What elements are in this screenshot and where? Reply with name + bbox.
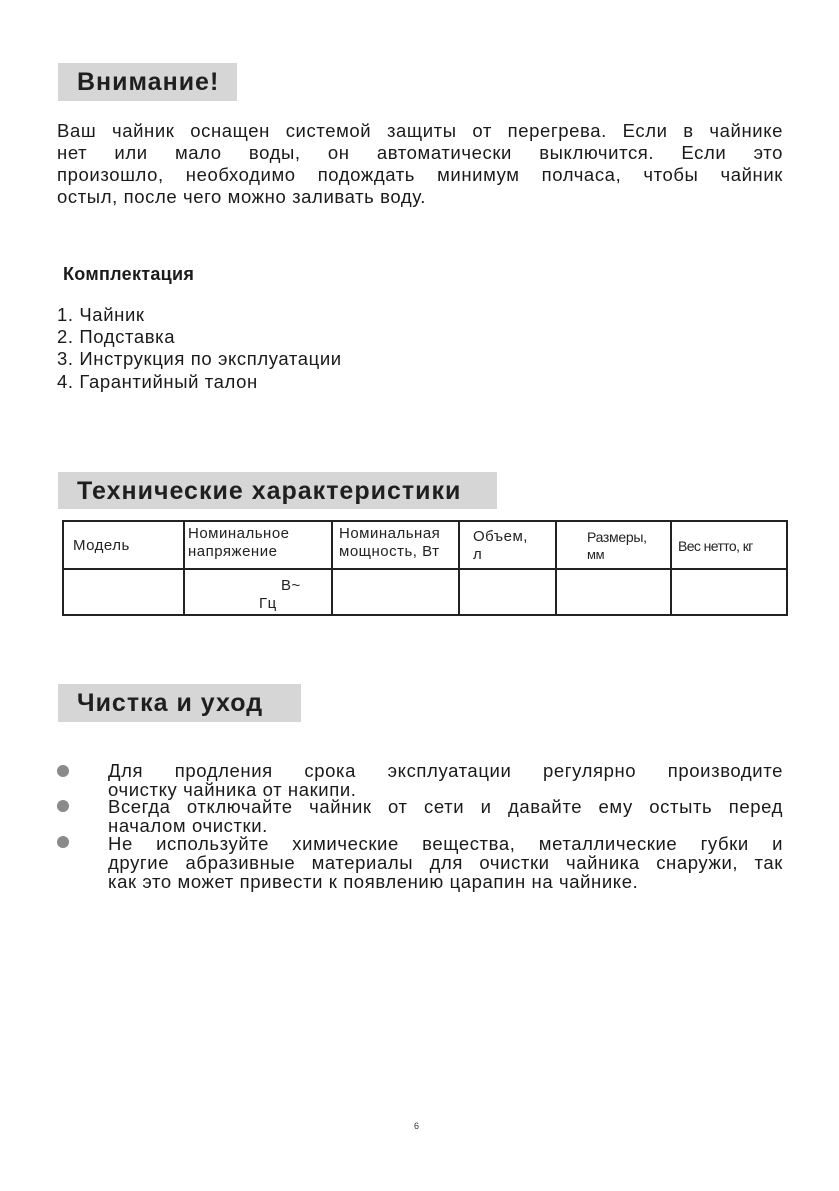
- specs-data-row: [63, 569, 787, 615]
- care-line: очистку чайника от накипи.: [108, 779, 357, 800]
- attention-line: Ваш чайник оснащен системой защиты от перегрева. Если в чайнике: [57, 120, 783, 141]
- col-power-line2: мощность, Вт: [339, 543, 440, 560]
- cell-weight: [671, 569, 787, 615]
- bullet-icon: [57, 836, 69, 848]
- care-heading: Чистка и уход: [58, 684, 301, 722]
- kit-title: Комплектация: [63, 264, 195, 284]
- col-voltage-line2: напряжение: [188, 543, 278, 560]
- col-volume-line2: л: [473, 546, 483, 563]
- col-dimensions: [556, 521, 671, 569]
- care-line: Всегда отключайте чайник от сети и давайте ему остыть перед: [108, 796, 783, 817]
- col-model: [63, 521, 184, 569]
- specs-table: [62, 520, 788, 616]
- col-weight: [671, 521, 787, 569]
- attention-line: остыл, после чего можно заливать воду.: [57, 186, 426, 207]
- col-voltage: [184, 521, 332, 569]
- specs-header-row: [63, 521, 787, 569]
- col-voltage-line1: Номинальное: [188, 525, 290, 542]
- col-dimensions-line2: мм: [587, 547, 605, 562]
- care-line: началом очистки.: [108, 815, 268, 836]
- cell-voltage: [184, 569, 332, 615]
- col-power: [332, 521, 459, 569]
- col-dimensions-line1: Размеры,: [587, 529, 647, 545]
- frequency-unit: Гц: [259, 595, 277, 612]
- care-line: Не используйте химические вещества, металлические губки и: [108, 833, 783, 854]
- care-line: как это может привести к появлению царапин на чайнике.: [108, 871, 639, 892]
- kit-item: 1. Чайник: [57, 304, 145, 325]
- cell-power: [332, 569, 459, 615]
- attention-heading: Внимание!: [58, 63, 237, 101]
- bullet-icon: [57, 765, 69, 777]
- care-line: Для продления срока эксплуатации регулярно производите: [108, 760, 783, 781]
- attention-line: произошло, необходимо подождать минимум полчаса, чтобы чайник: [57, 164, 783, 185]
- cell-volume: [459, 569, 556, 615]
- col-volume-line1: Объем,: [473, 528, 528, 545]
- col-model-label: Модель: [73, 537, 130, 554]
- col-weight-label: Вес нетто, кг: [678, 538, 753, 554]
- attention-line: нет или мало воды, он автоматически выключится. Если это: [57, 142, 783, 163]
- care-line: другие абразивные материалы для очистки чайника снаружи, так: [108, 852, 783, 873]
- kit-item: 2. Подставка: [57, 326, 176, 347]
- col-power-line1: Номинальная: [339, 525, 441, 542]
- voltage-unit: В~: [281, 577, 301, 594]
- page-number: 6: [414, 1121, 420, 1131]
- kit-item: 4. Гарантийный талон: [57, 371, 258, 392]
- cell-model: [63, 569, 184, 615]
- col-volume: [459, 521, 556, 569]
- cell-dimensions: [556, 569, 671, 615]
- kit-item: 3. Инструкция по эксплуатации: [57, 348, 342, 369]
- specs-heading: Технические характеристики: [58, 472, 497, 509]
- bullet-icon: [57, 800, 69, 812]
